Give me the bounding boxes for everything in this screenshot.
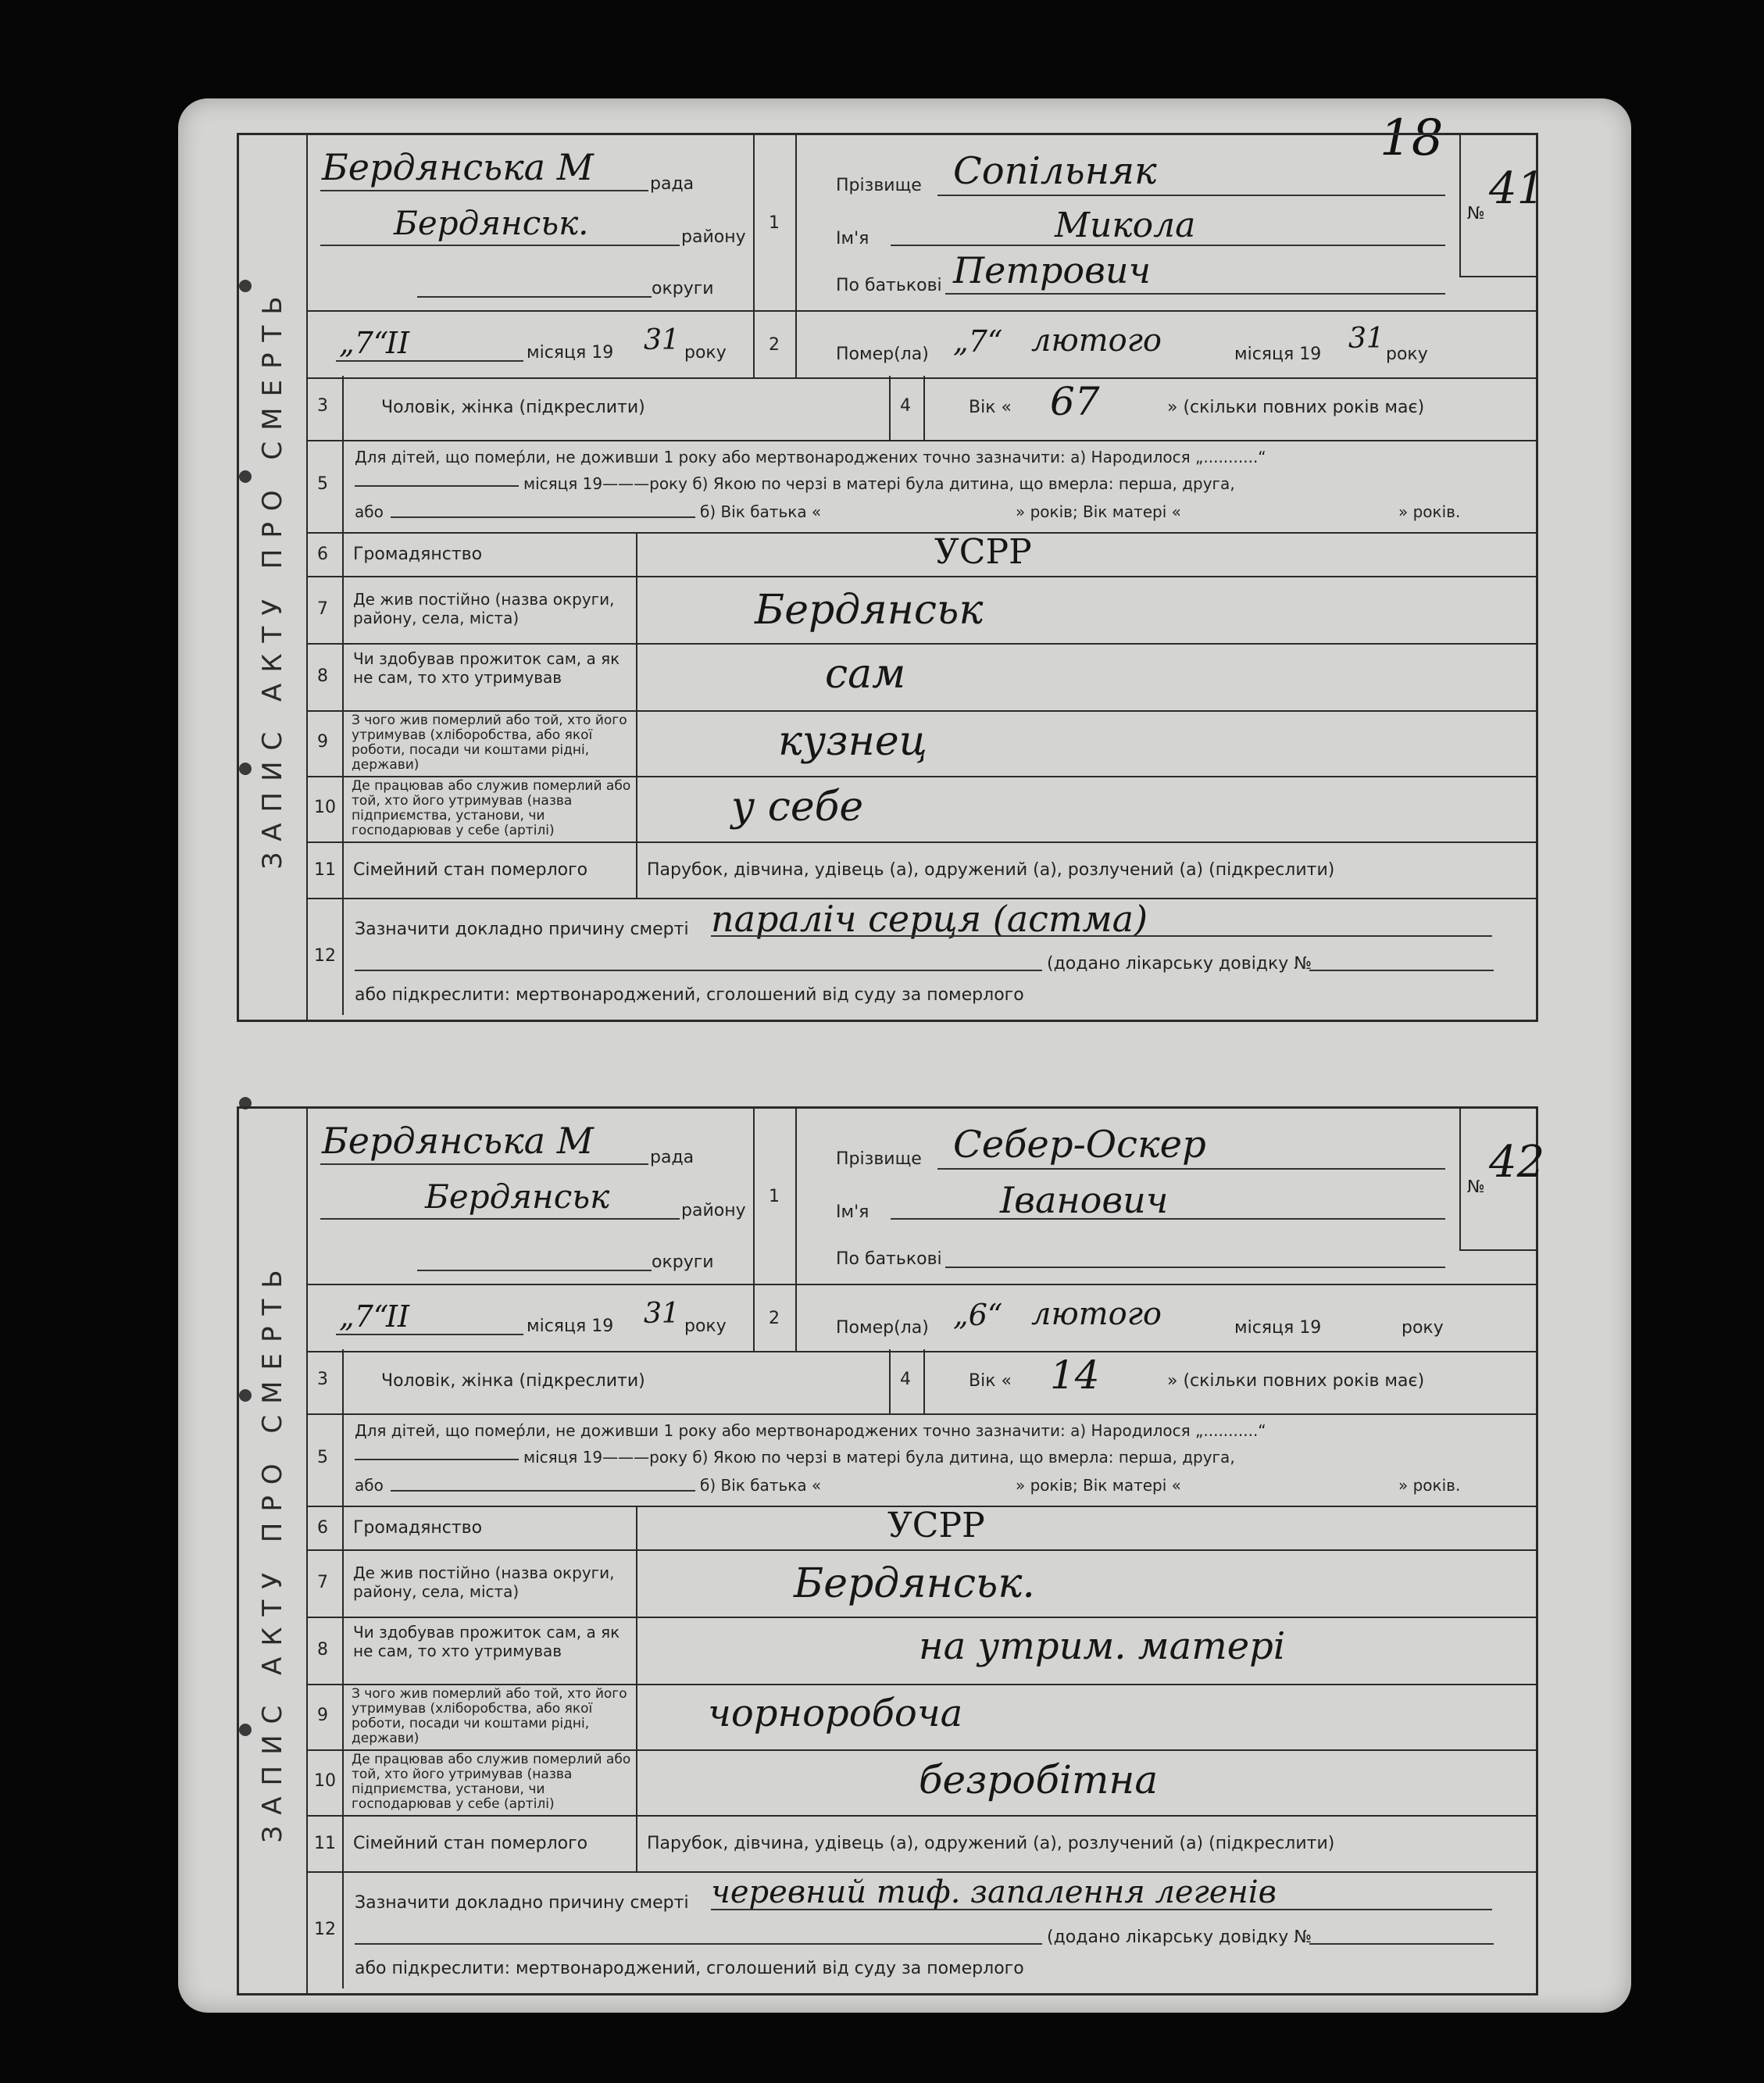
okruhy-label: округи xyxy=(652,1252,714,1272)
raion-value: Бердянськ. xyxy=(394,204,589,242)
occupation-label: З чого жив померлий або той, хто його утримував (хліборобства, або якої роботи, посади чи коштами рідні, держави) xyxy=(352,713,627,773)
occupation-label: З чого жив померлий або той, хто його утримував (хліборобства, або якої роботи, посади чи коштами рідні, держави) xyxy=(352,1686,627,1746)
support-label: Чи здобував прожиток сам, а як не сам, то хто утримував xyxy=(353,1623,620,1660)
marital-options: Парубок, дівчина, удівець (а), одружений (а), розлучений (а) (підкреслити) xyxy=(647,860,1335,880)
reg-month: II xyxy=(386,326,410,360)
age-suffix: » (скільки повних років має) xyxy=(1167,1371,1425,1391)
surname-label: Прізвище xyxy=(836,176,922,195)
reg-day: 7 xyxy=(354,1299,373,1334)
record-spine xyxy=(239,1109,306,1993)
sex-label: Чоловік, жінка (підкреслити) xyxy=(381,398,645,417)
workplace-label: Де працював або служив померлий або той, хто його утримував (назва підприємства, установи, чи господарював у себе (артілі) xyxy=(352,1752,631,1812)
children-line-3a: або xyxy=(355,1476,384,1495)
workplace-label: Де працював або служив померлий або той, хто його утримував (назва підприємства, установи, чи господарював у себе (артілі) xyxy=(352,778,631,838)
record-number: 42 xyxy=(1489,1137,1545,1188)
death-year: 31 xyxy=(1348,323,1384,355)
citizenship-value: УСРР xyxy=(887,1506,985,1545)
spine-title: ЗАПИС АКТУ ПРО СМЕРТЬ xyxy=(257,285,288,870)
residence-label: Де жив постійно (назва округи, району, села, міста) xyxy=(353,590,615,627)
children-line-3d: » років. xyxy=(1398,502,1461,521)
death-month: лютого xyxy=(1031,323,1162,359)
underline-note: або підкреслити: мертвонароджений, сголошений від суду за померлого xyxy=(355,985,1024,1005)
spine-title: ЗАПИС АКТУ ПРО СМЕРТЬ xyxy=(257,1259,288,1843)
death-year-label: року xyxy=(1386,345,1428,364)
cause-label: Зазначити докладно причину смерті xyxy=(355,920,689,939)
certificate-label: (додано лікарську довідку № xyxy=(1047,1928,1312,1947)
children-line-3b: б) Вік батька « xyxy=(700,1476,822,1495)
reg-month: II xyxy=(386,1299,410,1334)
raion-label: району xyxy=(681,1201,746,1220)
patronymic-value: Петрович xyxy=(953,249,1152,291)
residence-value: Бердянськ xyxy=(755,587,984,634)
death-day: 7 xyxy=(968,324,987,359)
rada-label: рада xyxy=(650,174,695,194)
reg-year-label: року xyxy=(684,1317,727,1336)
raion-label: району xyxy=(681,227,746,247)
death-month: лютого xyxy=(1031,1296,1162,1332)
name-label: Ім'я xyxy=(836,1202,870,1222)
reg-month-label: місяця 19 xyxy=(527,1317,614,1336)
reg-year: 31 xyxy=(644,324,680,356)
death-day: 6 xyxy=(968,1298,987,1332)
patronymic-label: По батькові xyxy=(836,1249,942,1269)
record-number: 41 xyxy=(1489,163,1545,214)
marital-label: Сімейний стан померлого xyxy=(353,1834,588,1853)
marital-options: Парубок, дівчина, удівець (а), одружений (а), розлучений (а) (підкреслити) xyxy=(647,1834,1335,1853)
rada-value: Бердянська М xyxy=(322,1120,594,1162)
rada-label: рада xyxy=(650,1148,695,1167)
citizenship-label: Громадянство xyxy=(353,1518,483,1538)
sex-label: Чоловік, жінка (підкреслити) xyxy=(381,1371,645,1391)
death-month-label: місяця 19 xyxy=(1234,345,1322,364)
children-line-2: місяця 19———року б) Якою по черзі в матері була дитина, що вмерла: перша, друга, xyxy=(523,474,1235,493)
certificate-label: (додано лікарську довідку № xyxy=(1047,954,1312,974)
children-line-3c: » років; Вік матері « xyxy=(1016,1476,1181,1495)
age-suffix: » (скільки повних років має) xyxy=(1167,398,1425,417)
patronymic-label: По батькові xyxy=(836,276,942,295)
cause-value: черевний тиф. запалення легенів xyxy=(711,1874,1277,1910)
record-spine xyxy=(239,135,306,1020)
death-month-label: місяця 19 xyxy=(1234,1318,1322,1338)
surname-label: Прізвище xyxy=(836,1149,922,1169)
reg-year: 31 xyxy=(644,1298,680,1330)
residence-value: Бердянськ. xyxy=(794,1560,1035,1607)
raion-value: Бердянськ xyxy=(425,1177,610,1216)
age-label: Вік « xyxy=(969,398,1012,417)
death-year-label: року xyxy=(1402,1318,1444,1338)
okruhy-label: округи xyxy=(652,279,714,298)
citizenship-label: Громадянство xyxy=(353,545,483,564)
death-record-1: ЗАПИС АКТУ ПРО СМЕРТЬ Бердянська М рада Бердянськ. району округи 1 Прізвище Сопільняк Ім'я Микола По батькові Петрович № 41 „7“ II місяця 19 31 року 2 Помер(ла) „7“ лютого місяця 19 31 року 3 Чоловік, жінка (підкреслити) 4 Вік « 67 » (скільки повних років має) 5 Для дітей, що помер́ли, не доживши 1 року або мертвонароджених точно зазначити: а) Народилося „...........“ місяця 19———року б) Якою по черзі в матері була дитина, що вмерла: перша, друга, або б) Вік батька « » років; Вік матері « » років. 6 Громадянство УСРР 7 Де жив постійно (назва округи, району, села, міста) Бердянськ 8 Чи здобував прожиток сам, а як не сам, то хто утримував сам 9 З чого жив померлий або той, хто його утримував (хліборобства, або якої роботи, посади чи коштами рідні, держави) кузнец 10 Де працював або служив померлий або той, хто його утримував (назва підприємства, установи, чи господарював у себе (артілі) у себе 11 Сімейний стан померлого Парубок, дівчина, удівець (а), одружений (а), розлучений (а) (підкреслити) 12 Зазначити докладно причину смерті параліч серця (астма) (додано лікарську довідку № або підкреслити: мертвонароджений, сголошений від суду за померлого xyxy=(237,133,1538,1022)
support-label: Чи здобував прожиток сам, а як не сам, то хто утримував xyxy=(353,649,620,687)
death-label: Помер(ла) xyxy=(836,345,929,364)
support-value: сам xyxy=(825,651,906,698)
record-number-label: № xyxy=(1467,1177,1485,1197)
occupation-value: чорноробоча xyxy=(708,1692,963,1735)
workplace-value: у себе xyxy=(731,784,864,831)
cause-value: параліч серця (астма) xyxy=(711,898,1148,940)
citizenship-value: УСРР xyxy=(934,532,1032,572)
name-label: Ім'я xyxy=(836,229,870,248)
children-line-3d: » років. xyxy=(1398,1476,1461,1495)
children-line-3c: » років; Вік матері « xyxy=(1016,502,1181,521)
age-value: 14 xyxy=(1050,1352,1100,1398)
rada-value: Бердянська М xyxy=(322,146,594,188)
support-value: на утрим. матері xyxy=(919,1624,1286,1668)
reg-year-label: року xyxy=(684,343,727,363)
children-line-3a: або xyxy=(355,502,384,521)
name-value: Микола xyxy=(1055,205,1196,245)
children-line-1: Для дітей, що помер́ли, не доживши 1 року або мертвонароджених точно зазначити: а) Народилося „...........“ xyxy=(355,1421,1266,1440)
residence-label: Де жив постійно (назва округи, району, села, міста) xyxy=(353,1563,615,1601)
occupation-value: кузнец xyxy=(778,718,927,765)
page-number: 18 xyxy=(1380,109,1444,167)
surname-value: Сопільняк xyxy=(953,149,1157,193)
reg-day: 7 xyxy=(354,326,373,360)
children-line-1: Для дітей, що помер́ли, не доживши 1 року або мертвонароджених точно зазначити: а) Народилося „...........“ xyxy=(355,448,1266,466)
age-value: 67 xyxy=(1050,379,1100,424)
children-line-3b: б) Вік батька « xyxy=(700,502,822,521)
underline-note: або підкреслити: мертвонароджений, сголошений від суду за померлого xyxy=(355,1959,1024,1978)
surname-value: Себер-Оскер xyxy=(953,1123,1206,1167)
record-number-label: № xyxy=(1467,204,1485,223)
marital-label: Сімейний стан померлого xyxy=(353,860,588,880)
death-label: Помер(ла) xyxy=(836,1318,929,1338)
reg-month-label: місяця 19 xyxy=(527,343,614,363)
age-label: Вік « xyxy=(969,1371,1012,1391)
name-value: Іванович xyxy=(1000,1179,1169,1221)
workplace-value: безробітна xyxy=(919,1757,1159,1803)
death-record-2: ЗАПИС АКТУ ПРО СМЕРТЬ Бердянська М рада Бердянськ району округи 1 Прізвище Себер-Оскер Ім'я Іванович По батькові № 42 „7“ II місяця 19 31 року 2 Помер(ла) „6“ лютого місяця 19 року 3 Чоловік, жінка (підкреслити) 4 Вік « 14 » (скільки повних років має) 5 Для дітей, що помер́ли, не доживши 1 року або мертвонароджених точно зазначити: а) Народилося „...........“ місяця 19———року б) Якою по черзі в матері була дитина, що вмерла: перша, друга, або б) Вік батька « » років; Вік матері « » років. 6 Громадянство УСРР 7 Де жив постійно (назва округи, району, села, міста) Бердянськ. 8 Чи здобував прожиток сам, а як не сам, то хто утримував на утрим. матері 9 З чого жив померлий або той, хто його утримував (хліборобства, або якої роботи, посади чи коштами рідні, держави) чорноробоча 10 Де працював або служив померлий або той, хто його утримував (назва підприємства, установи, чи господарював у себе (артілі) безробітна 11 Сімейний стан померлого Парубок, дівчина, удівець (а), одружений (а), розлучений (а) (підкреслити) 12 Зазначити докладно причину смерті черевний тиф. запалення легенів (додано лікарську довідку № або підкреслити: мертвонароджений, сголошений від суду за померлого xyxy=(237,1106,1538,1995)
children-line-2: місяця 19———року б) Якою по черзі в матері була дитина, що вмерла: перша, друга, xyxy=(523,1448,1235,1467)
cause-label: Зазначити докладно причину смерті xyxy=(355,1893,689,1913)
